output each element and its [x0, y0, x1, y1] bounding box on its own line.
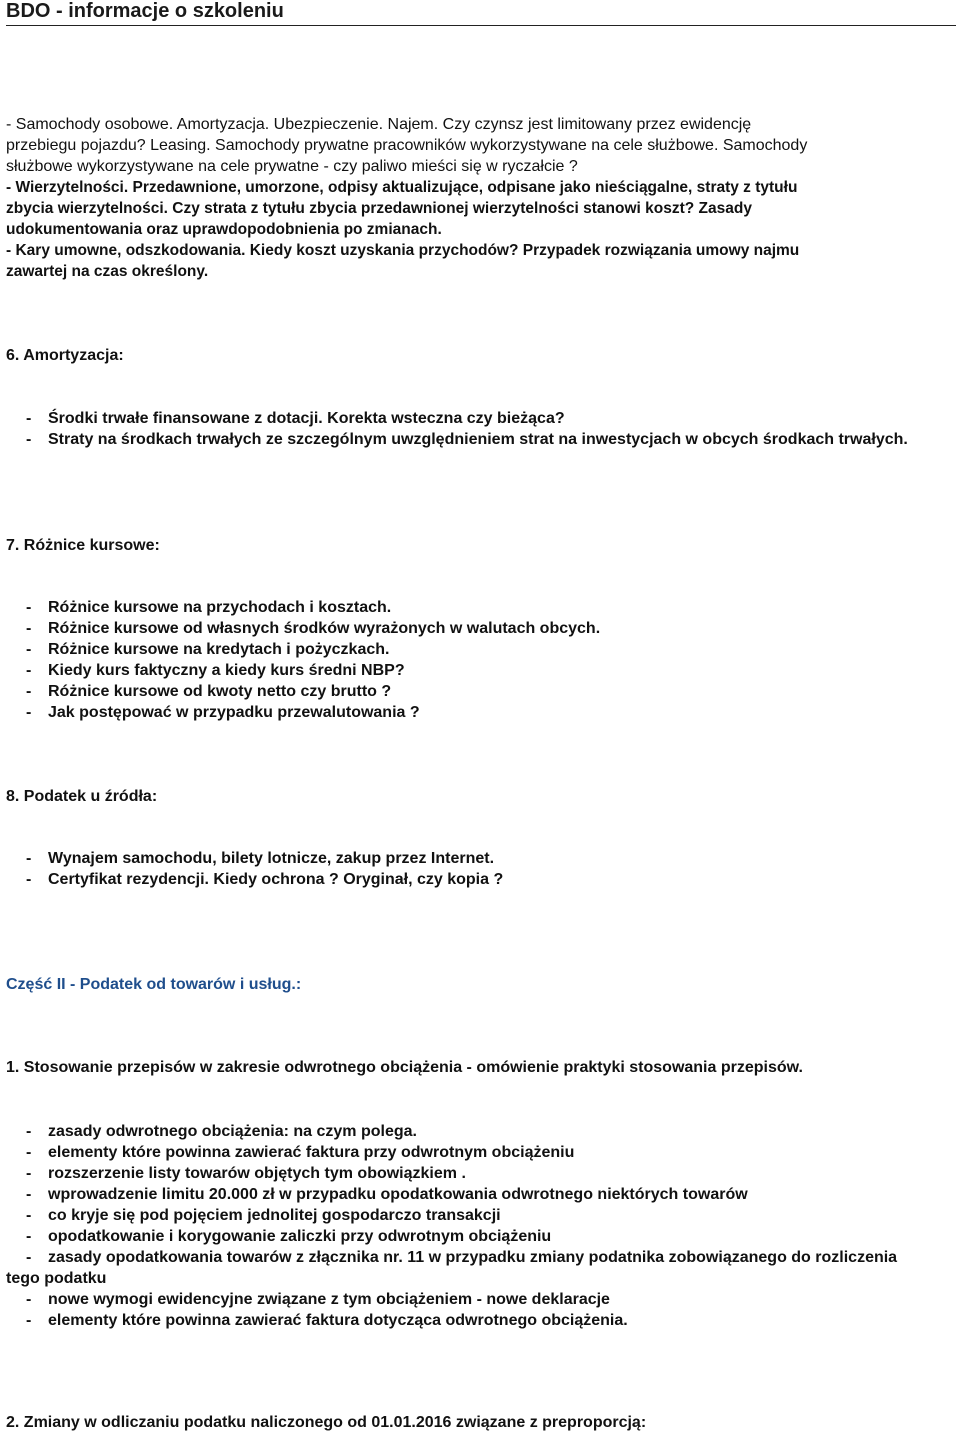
receivables-paragraph — [6, 177, 954, 282]
list-item: - Jak postępować w przypadku przewalutowania ? — [26, 704, 420, 721]
list-item: - Różnice kursowe od kwoty netto czy brutto ? — [26, 683, 392, 700]
list-item-continuation: tego podatku — [6, 1270, 107, 1287]
title-divider — [6, 25, 956, 26]
section-6-heading: 6. Amortyzacja: — [6, 347, 124, 364]
list-item: - elementy które powinna zawierać faktura dotycząca odwrotnego obciążenia. — [26, 1312, 628, 1329]
section-8-heading: 8. Podatek u źródła: — [6, 788, 158, 805]
text-line: zawartej na czas określony. — [6, 263, 209, 280]
list-item: - wprowadzenie limitu 20.000 zł w przypadku opodatkowania odwrotnego niektórych towarów — [26, 1186, 748, 1203]
list-item: - Różnice kursowe od własnych środków wyrażonych w walutach obcych. — [26, 620, 601, 637]
cars-paragraph — [6, 114, 954, 177]
list-item: - nowe wymogi ewidencyjne związane z tym obciążeniem - nowe deklaracje — [26, 1291, 610, 1308]
section-7-list — [6, 597, 954, 723]
section-6-list — [6, 408, 954, 450]
part-2-heading: Część II - Podatek od towarów i usług.: — [6, 976, 302, 993]
list-item: - elementy które powinna zawierać faktura przy odwrotnym obciążeniu — [26, 1144, 575, 1161]
list-item: - opodatkowanie i korygowanie zaliczki przy odwrotnym obciążeniu — [26, 1228, 552, 1245]
list-item: - Różnice kursowe na kredytach i pożyczkach. — [26, 641, 390, 658]
text-line: - Wierzytelności. Przedawnione, umorzone, odpisy aktualizujące, odpisane jako nieściągalne, straty z tytułu — [6, 179, 798, 196]
text-line: udokumentowania oraz uprawdopodobnienia po zmianach. — [6, 221, 442, 238]
text-line: - Kary umowne, odszkodowania. Kiedy koszt uzyskania przychodów? Przypadek rozwiązania umowy najmu — [6, 242, 800, 259]
list-item: - co kryje się pod pojęciem jednolitej gospodarczo transakcji — [26, 1207, 501, 1224]
vat-point-1-heading: 1. Stosowanie przepisów w zakresie odwrotnego obciążenia - omówienie praktyki stosowania przepisów. — [6, 1059, 803, 1076]
text-line: zbycia wierzytelności. Czy strata z tytułu zbycia przedawnionej wierzytelności stanowi koszt? Zasady — [6, 200, 752, 217]
list-item: - zasady opodatkowania towarów z złącznika nr. 11 w przypadku zmiany podatnika zobowiązanego do rozliczenia — [26, 1249, 898, 1266]
vat-point-2-heading: 2. Zmiany w odliczaniu podatku naliczonego od 01.01.2016 związane z preproporcją: — [6, 1414, 647, 1431]
list-item: - Różnice kursowe na przychodach i kosztach. — [26, 599, 392, 616]
list-item: - Środki trwałe finansowane z dotacji. Korekta wsteczna czy bieżąca? — [26, 410, 565, 427]
text-line: służbowe wykorzystywane na cele prywatne - czy paliwo mieści się w ryczałcie ? — [6, 158, 578, 175]
list-item: - zasady odwrotnego obciążenia: na czym polega. — [26, 1123, 417, 1140]
page-title: BDO - informacje o szkoleniu — [6, 0, 284, 22]
list-item: - Wynajem samochodu, bilety lotnicze, zakup przez Internet. — [26, 850, 495, 867]
text-line: - Samochody osobowe. Amortyzacja. Ubezpieczenie. Najem. Czy czynsz jest limitowany przez ewidencję — [6, 116, 752, 133]
text-line: przebiegu pojazdu? Leasing. Samochody prywatne pracowników wykorzystywane na cele służbowe. Samochody — [6, 137, 808, 154]
list-item: - Kiedy kurs faktyczny a kiedy kurs średni NBP? — [26, 662, 405, 679]
section-8-list — [6, 848, 954, 890]
list-item: - Certyfikat rezydencji. Kiedy ochrona ? Oryginał, czy kopia ? — [26, 871, 504, 888]
list-item: - Straty na środkach trwałych ze szczególnym uwzględnieniem strat na inwestycjach w obcych środkach trwałych. — [26, 431, 908, 448]
list-item: - rozszerzenie listy towarów objętych tym obowiązkiem . — [26, 1165, 466, 1182]
vat-point-1-list — [6, 1121, 954, 1331]
section-7-heading: 7. Różnice kursowe: — [6, 537, 160, 554]
